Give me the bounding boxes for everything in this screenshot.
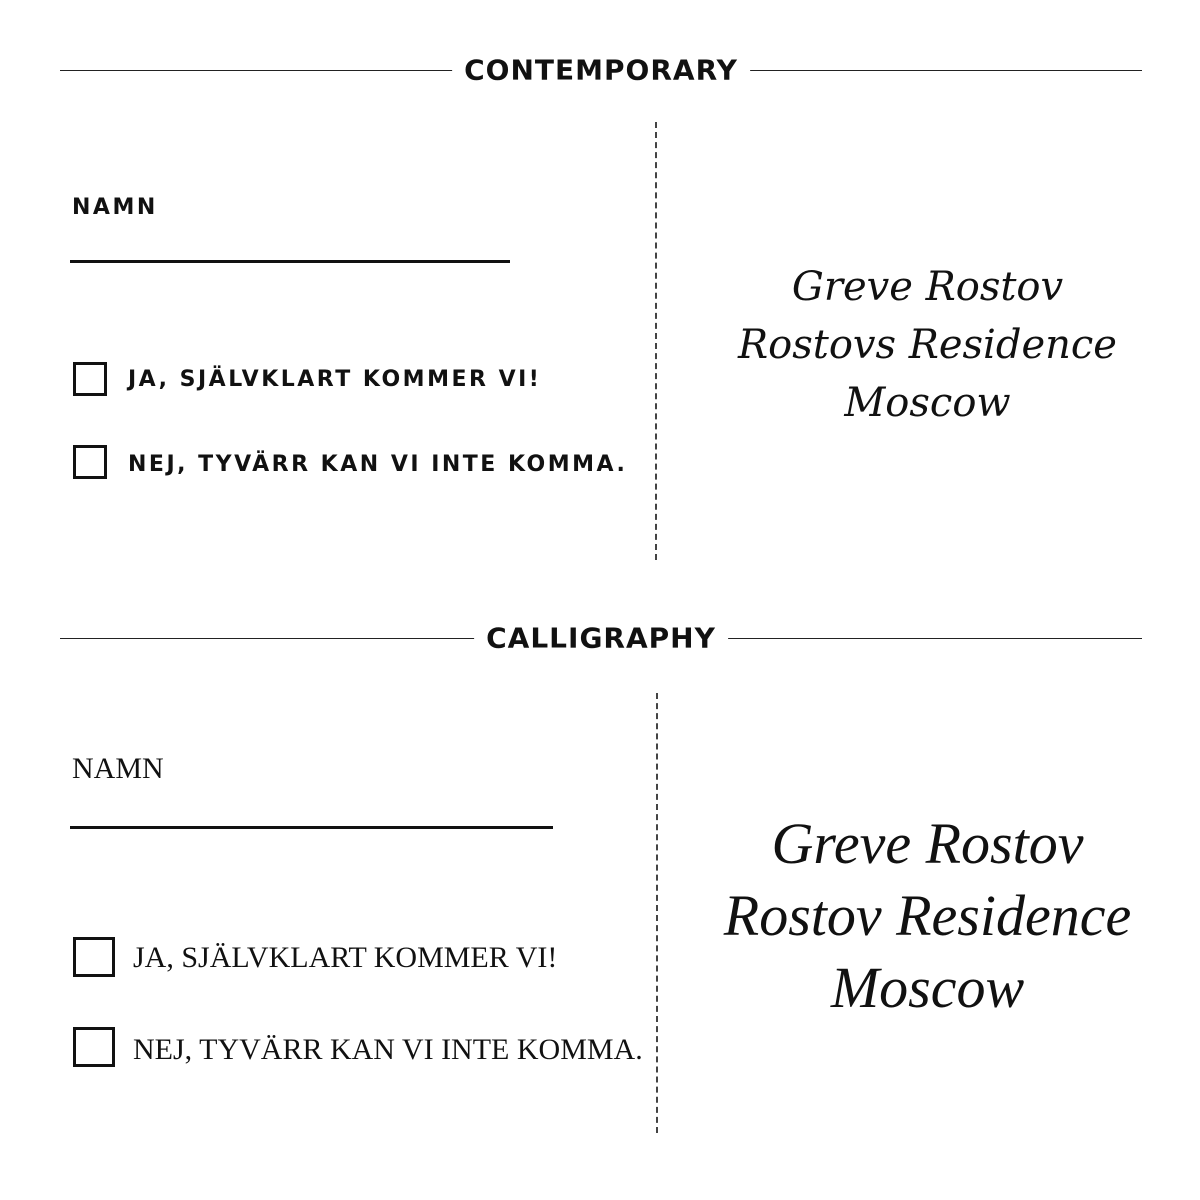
calligraphy-section-header <box>60 618 1142 658</box>
yes-option-label: JA, SJÄLVKLART KOMMER VI! <box>133 941 558 974</box>
recipient-address <box>690 258 1165 432</box>
address-line-residence: Rostovs Residence <box>738 322 1117 368</box>
no-option-label: NEJ, TYVÄRR KAN VI INTE KOMMA. <box>133 1033 643 1066</box>
card-fold-divider <box>655 122 657 560</box>
name-write-line <box>70 826 553 829</box>
name-label: NAMN <box>72 195 158 220</box>
address-line-residence: Rostov Residence <box>723 883 1132 948</box>
yes-checkbox[interactable] <box>73 937 115 977</box>
no-option-label: NEJ, TYVÄRR KAN VI INTE KOMMA. <box>128 452 628 477</box>
no-checkbox[interactable] <box>73 1027 115 1067</box>
name-label: NAMN <box>72 752 164 785</box>
address-line-city: Moscow <box>830 955 1025 1020</box>
name-write-line <box>70 260 510 263</box>
contemporary-section-header <box>60 50 1142 90</box>
yes-checkbox[interactable] <box>73 362 107 396</box>
section-title: CALLIGRAPHY <box>474 622 728 655</box>
recipient-address <box>690 808 1165 1024</box>
address-line-name: Greve Rostov <box>791 264 1064 310</box>
address-line-city: Moscow <box>844 380 1011 426</box>
no-checkbox[interactable] <box>73 445 107 479</box>
card-fold-divider <box>656 693 658 1133</box>
section-title: CONTEMPORARY <box>452 54 750 87</box>
yes-option-label: JA, SJÄLVKLART KOMMER VI! <box>128 367 542 392</box>
address-line-name: Greve Rostov <box>771 811 1084 876</box>
